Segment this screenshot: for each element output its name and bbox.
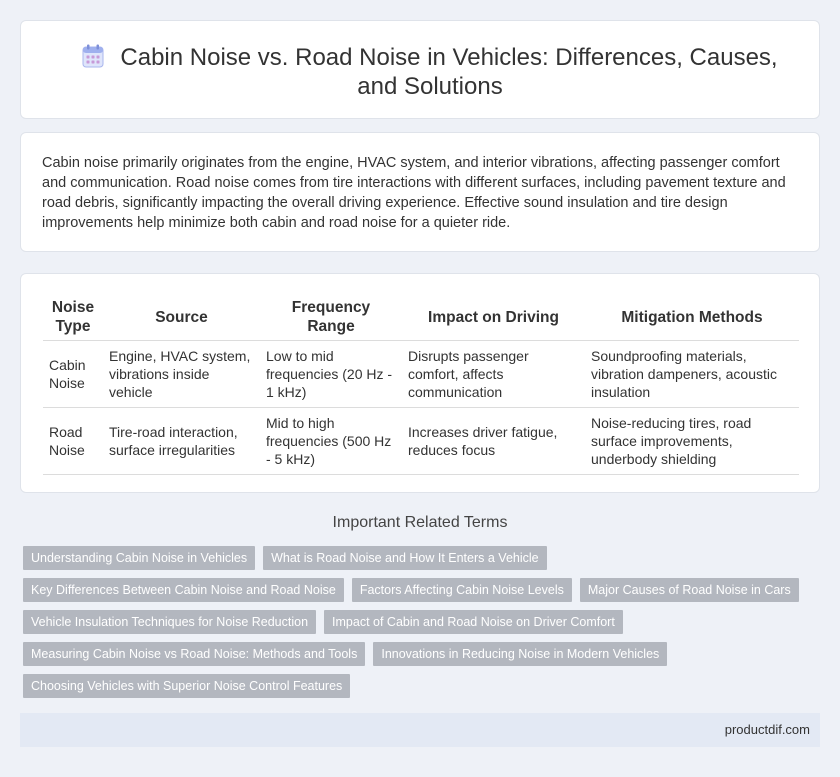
related-term-link[interactable]: Innovations in Reducing Noise in Modern Vehicles [373, 642, 667, 666]
related-term-link[interactable]: Key Differences Between Cabin Noise and Road Noise [23, 578, 344, 602]
table-row [43, 341, 799, 408]
calendar-icon [82, 44, 104, 68]
related-term-link[interactable]: Measuring Cabin Noise vs Road Noise: Methods and Tools [23, 642, 365, 666]
comparison-table [43, 294, 799, 475]
related-term-link[interactable]: Major Causes of Road Noise in Cars [580, 578, 799, 602]
cell-source: Engine, HVAC system, vibrations inside vehicle [103, 341, 260, 408]
intro-card [20, 132, 820, 252]
cell-frequency-range: Low to mid frequencies (20 Hz - 1 kHz) [260, 341, 402, 408]
footer-site-link[interactable]: productdif.com [724, 722, 810, 737]
cell-frequency-range: Mid to high frequencies (500 Hz - 5 kHz) [260, 408, 402, 475]
page-title-wrap [61, 43, 799, 101]
related-term-link[interactable]: Vehicle Insulation Techniques for Noise Reduction [23, 610, 316, 634]
table-header-row [43, 294, 799, 341]
cell-noise-type: Road Noise [43, 408, 103, 475]
table-row [43, 408, 799, 475]
related-term-link[interactable]: Factors Affecting Cabin Noise Levels [352, 578, 572, 602]
header-mitigation-methods: Mitigation Methods [585, 294, 799, 341]
related-terms-heading: Important Related Terms [332, 514, 508, 531]
cell-noise-type: Cabin Noise [43, 341, 103, 408]
related-term-link[interactable]: Understanding Cabin Noise in Vehicles [23, 546, 255, 570]
related-term-link[interactable]: What is Road Noise and How It Enters a Vehicle [263, 546, 547, 570]
footer [20, 713, 820, 747]
cell-mitigation: Noise-reducing tires, road surface improvements, underbody shielding [585, 408, 799, 475]
intro-paragraph: Cabin noise primarily originates from the engine, HVAC system, and interior vibrations, affecting passenger comfort and communication. Road noise comes from tire interactions with different surfaces, including pavement texture and road debris, significantly impacting the overall driving experience. Effective sound insulation and tire design improvements help minimize both cabin and road noise for a quieter ride. [42, 155, 786, 231]
header-frequency-range: Frequency Range [260, 294, 402, 341]
comparison-table-card [20, 273, 820, 493]
header-impact-on-driving: Impact on Driving [402, 294, 585, 341]
cell-impact: Disrupts passenger comfort, affects communication [402, 341, 585, 408]
header-card [20, 20, 820, 119]
cell-source: Tire-road interaction, surface irregularities [103, 408, 260, 475]
header-noise-type: Noise Type [43, 294, 103, 341]
related-term-link[interactable]: Impact of Cabin and Road Noise on Driver Comfort [324, 610, 623, 634]
cell-impact: Increases driver fatigue, reduces focus [402, 408, 585, 475]
page-title: Cabin Noise vs. Road Noise in Vehicles: Differences, Causes, and Solutions [120, 44, 778, 100]
header-source: Source [103, 294, 260, 341]
cell-mitigation: Soundproofing materials, vibration dampeners, acoustic insulation [585, 341, 799, 408]
related-term-link[interactable]: Choosing Vehicles with Superior Noise Control Features [23, 674, 350, 698]
related-terms-list [23, 546, 813, 698]
